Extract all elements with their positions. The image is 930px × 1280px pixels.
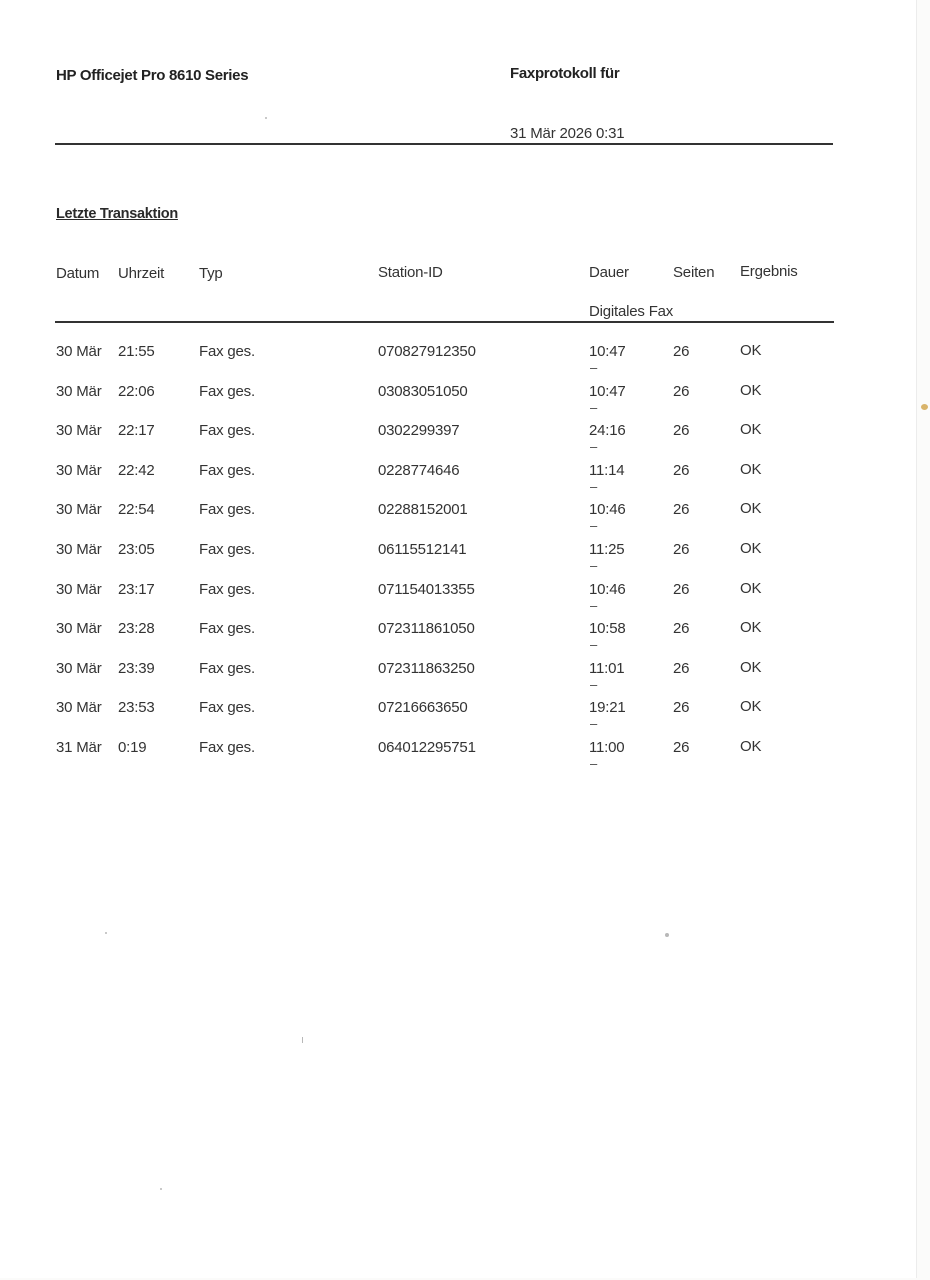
paper-stain [921,404,928,410]
cell-dauer-dash: – [590,716,598,732]
cell-dauer-dash: – [590,439,598,455]
cell-ergebnis: OK [740,460,762,478]
cell-typ: Fax ges. [199,541,255,558]
cell-dauer-dash: – [590,756,598,771]
cell-station-id: 0228774646 [378,461,460,479]
cell-seiten: 26 [673,541,690,558]
cell-dauer-dash: – [590,399,598,415]
cell-dauer: 11:14 [589,461,625,479]
cell-seiten: 26 [673,501,690,519]
cell-dauer: 10:47 [589,382,626,400]
cell-seiten: 26 [673,382,690,400]
cell-datum: 30 Mär [56,501,102,519]
scan-speck [302,1037,303,1043]
cell-typ: Fax ges. [199,422,255,440]
cell-uhrzeit: 23:53 [118,699,155,717]
cell-dauer-dash: – [590,518,598,534]
cell-datum: 30 Mär [56,580,102,598]
cell-seiten: 26 [673,739,690,756]
cell-datum: 30 Mär [56,382,102,400]
cell-typ: Fax ges. [199,659,255,677]
column-header-dauer: Dauer [589,264,629,281]
column-header-ergebnis: Ergebnis [740,263,798,280]
cell-seiten: 26 [673,580,690,598]
cell-uhrzeit: 22:54 [118,501,155,519]
cell-dauer-dash: – [590,597,598,613]
cell-typ: Fax ges. [199,580,255,598]
cell-uhrzeit: 0:19 [118,739,147,756]
cell-typ: Fax ges. [199,620,255,638]
cell-seiten: 26 [673,422,690,440]
device-name: HP Officejet Pro 8610 Series [56,67,249,84]
cell-dauer: 10:46 [589,580,626,598]
scan-speck [105,932,107,934]
cell-seiten: 26 [673,620,690,638]
cell-ergebnis: OK [740,658,762,676]
section-title: Letzte Transaktion [56,206,178,222]
cell-ergebnis: OK [740,381,762,399]
cell-dauer-dash: – [590,360,598,375]
cell-datum: 30 Mär [56,541,102,558]
report-title: Faxprotokoll für [510,65,620,82]
cell-ergebnis: OK [740,500,762,518]
cell-datum: 30 Mär [56,699,102,717]
cell-datum: 31 Mär [56,739,102,756]
cell-uhrzeit: 21:55 [118,343,155,360]
header-divider [55,143,833,145]
column-header-seiten: Seiten [673,264,715,281]
cell-ergebnis: OK [740,698,762,716]
cell-ergebnis: OK [740,738,762,755]
table-header-divider [55,321,834,323]
cell-typ: Fax ges. [199,461,255,479]
cell-datum: 30 Mär [56,343,102,360]
scan-speck [665,933,669,937]
scan-speck [160,1188,162,1190]
cell-typ: Fax ges. [199,343,255,360]
column-subheader-digitales-fax: Digitales Fax [589,303,674,320]
cell-dauer: 11:25 [589,541,625,558]
scan-speck [265,117,267,119]
cell-typ: Fax ges. [199,382,255,400]
cell-station-id: 072311863250 [378,659,475,677]
column-header-datum: Datum [56,265,100,282]
cell-station-id: 072311861050 [378,620,475,638]
column-header-typ: Typ [199,265,223,282]
cell-dauer: 11:01 [589,659,625,677]
cell-ergebnis: OK [740,619,762,637]
cell-dauer: 19:21 [589,699,626,717]
cell-uhrzeit: 22:06 [118,382,155,400]
cell-seiten: 26 [673,699,690,717]
cell-uhrzeit: 23:05 [118,541,155,558]
cell-datum: 30 Mär [56,461,102,479]
cell-station-id: 0302299397 [378,422,460,440]
cell-station-id: 06115512141 [378,541,467,558]
cell-uhrzeit: 23:17 [118,580,155,598]
cell-dauer: 10:58 [589,620,626,638]
cell-datum: 30 Mär [56,620,102,638]
cell-dauer-dash: – [590,478,598,494]
cell-uhrzeit: 22:42 [118,461,155,479]
cell-dauer: 10:47 [589,343,626,360]
cell-datum: 30 Mär [56,422,102,440]
cell-seiten: 26 [673,461,690,479]
column-header-station-id: Station-ID [378,264,443,281]
cell-seiten: 26 [673,343,690,360]
cell-station-id: 02288152001 [378,501,468,519]
cell-ergebnis: OK [740,540,762,557]
column-header-uhrzeit: Uhrzeit [118,265,165,282]
cell-dauer-dash: – [590,637,598,653]
cell-ergebnis: OK [740,421,762,439]
cell-typ: Fax ges. [199,739,255,756]
cell-typ: Fax ges. [199,699,255,717]
cell-station-id: 070827912350 [378,343,476,360]
cell-station-id: 064012295751 [378,739,476,756]
cell-typ: Fax ges. [199,501,255,519]
cell-dauer: 11:00 [589,739,625,756]
cell-ergebnis: OK [740,342,762,359]
cell-seiten: 26 [673,659,690,677]
cell-dauer: 10:46 [589,501,626,519]
cell-datum: 30 Mär [56,659,102,677]
cell-ergebnis: OK [740,579,762,597]
cell-dauer: 24:16 [589,422,626,440]
cell-dauer-dash: – [590,558,598,573]
cell-uhrzeit: 23:28 [118,620,155,638]
cell-dauer-dash: – [590,676,598,692]
cell-uhrzeit: 22:17 [118,422,155,440]
cell-uhrzeit: 23:39 [118,659,155,677]
cell-station-id: 07216663650 [378,699,468,717]
report-datetime: 31 Mär 2026 0:31 [510,125,625,142]
cell-station-id: 071154013355 [378,580,475,598]
cell-station-id: 03083051050 [378,382,468,400]
